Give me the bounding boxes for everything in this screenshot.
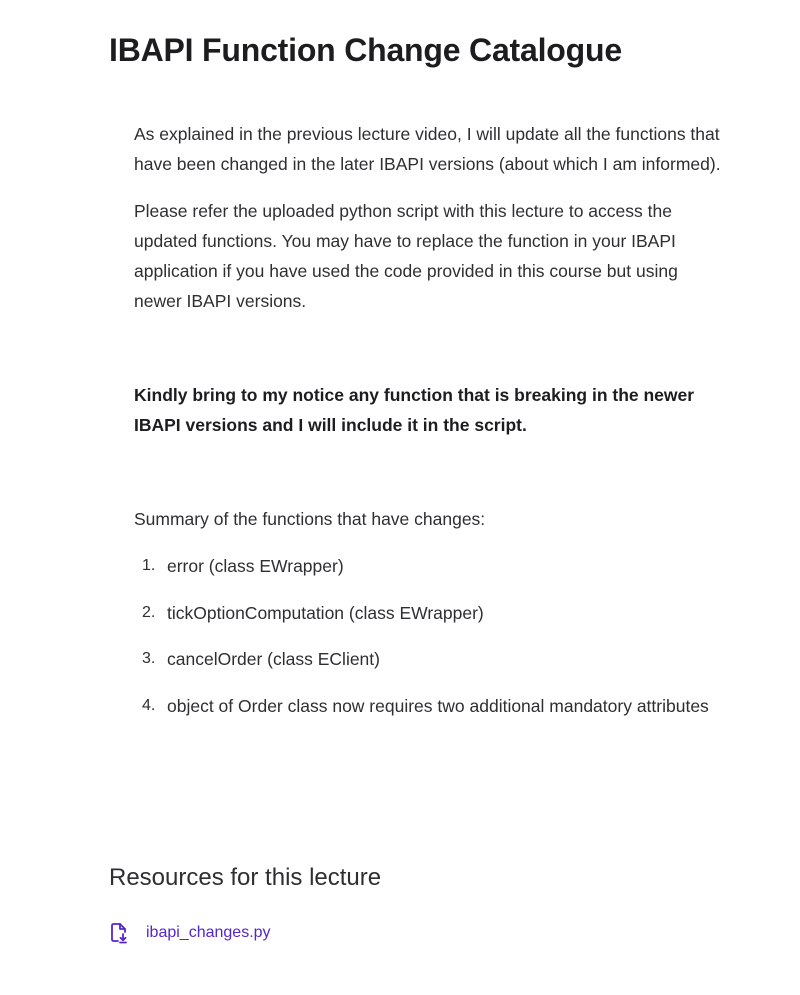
file-download-icon xyxy=(109,921,129,945)
resources-heading: Resources for this lecture xyxy=(109,864,382,891)
lecture-article xyxy=(134,119,724,737)
summary-heading: Summary of the functions that have changes: xyxy=(134,509,486,529)
resource-file-name: ibapi_changes.py xyxy=(146,924,271,941)
list-item xyxy=(134,551,724,581)
list-item-text: cancelOrder (class EClient) xyxy=(167,649,380,669)
changes-list xyxy=(134,551,724,721)
list-item xyxy=(134,644,724,674)
list-item xyxy=(134,691,724,721)
resource-file-link[interactable] xyxy=(109,921,271,945)
page-title: IBAPI Function Change Catalogue xyxy=(109,32,622,68)
notice-paragraph: Kindly bring to my notice any function that is breaking in the newer IBAPI versions and I will include it in the script. xyxy=(134,385,695,435)
list-item-number: 4. xyxy=(142,696,156,714)
list-item-text: object of Order class now requires two additional mandatory attributes xyxy=(167,695,709,716)
list-item-number: 2. xyxy=(142,603,156,621)
list-item-text: error (class EWrapper) xyxy=(167,556,344,576)
list-item-text: tickOptionComputation (class EWrapper) xyxy=(167,602,484,623)
list-item-number: 3. xyxy=(142,650,156,667)
list-item-number: 1. xyxy=(142,557,156,574)
instructions-paragraph: Please refer the uploaded python script with this lecture to access the updated functions. You may have to replace the function in your IBAPI application if you have used the code provided in this course but using newer IBAPI versions. xyxy=(134,201,678,311)
intro-paragraph: As explained in the previous lecture video, I will update all the functions that have been changed in the later IBAPI versions (about which I am informed). xyxy=(134,124,721,174)
list-item xyxy=(134,598,724,628)
